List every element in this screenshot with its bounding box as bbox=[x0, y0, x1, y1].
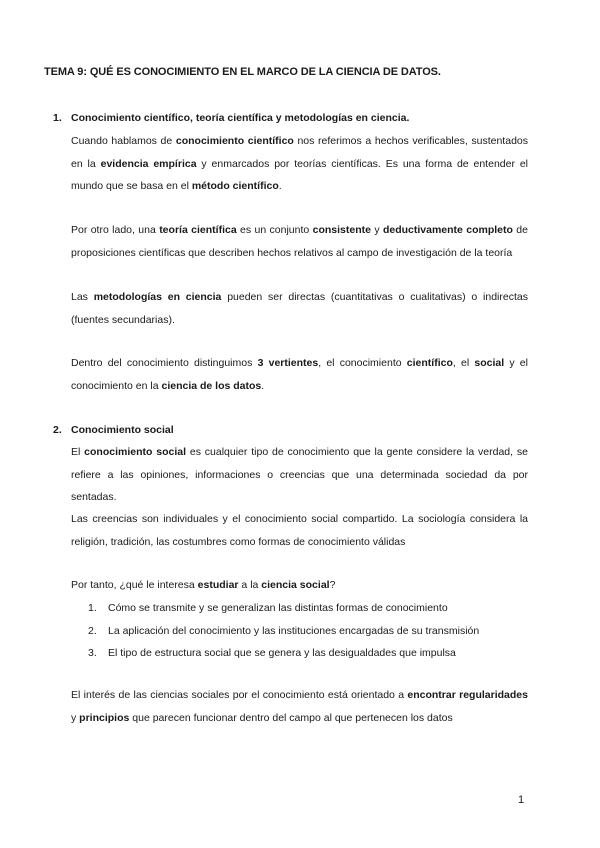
text: que parecen funcionar dentro del campo al que pertenecen los datos bbox=[129, 711, 453, 724]
list-item bbox=[88, 597, 479, 620]
list-item bbox=[88, 642, 479, 665]
section-2-paragraph-4 bbox=[71, 684, 528, 729]
section-2-heading bbox=[53, 424, 174, 436]
section-1-paragraph-4 bbox=[71, 352, 528, 397]
bold-text: consistente bbox=[312, 224, 371, 236]
text: y el conocimiento en la bbox=[71, 357, 528, 392]
bold-text: ciencia social bbox=[261, 579, 330, 591]
text: y bbox=[370, 224, 383, 236]
section-1-paragraph-1 bbox=[71, 130, 528, 198]
text: Por otro lado, una bbox=[71, 224, 160, 236]
bold-text: estudiar bbox=[197, 579, 239, 591]
list-item-number: 1. bbox=[88, 602, 97, 614]
text: Cuando hablamos de bbox=[71, 135, 176, 147]
text: y bbox=[71, 711, 80, 724]
section-2-paragraph-1 bbox=[71, 441, 528, 509]
bold-text: conocimiento científico bbox=[175, 135, 294, 147]
list-item bbox=[88, 620, 479, 643]
text: El bbox=[71, 446, 85, 458]
text: y enmarcados por teorías científicas. Es una forma de entender el mundo que se basa en el bbox=[71, 157, 529, 192]
list-item-text: Cómo se transmite y se generalizan las distintas formas de conocimiento bbox=[108, 602, 448, 614]
section-1-paragraph-3 bbox=[71, 286, 528, 331]
section-1-heading bbox=[53, 112, 409, 124]
section-2-paragraph-3 bbox=[71, 574, 528, 597]
section-2-number: 2. bbox=[53, 424, 62, 436]
text: Dentro del conocimiento distinguimos bbox=[71, 357, 258, 369]
section-1-number: 1. bbox=[53, 112, 62, 124]
list-item-text: El tipo de estructura social que se genera y las desigualdades que impulsa bbox=[108, 647, 456, 659]
text: es cualquier tipo de conocimiento que la gente considere la verdad, se refiere a las opiniones, informaciones o creencias que una determinada sociedad da por sentadas. bbox=[71, 446, 528, 503]
text: es un conjunto bbox=[236, 224, 313, 236]
document-title: TEMA 9: QUÉ ES CONOCIMIENTO EN EL MARCO DE LA CIENCIA DE DATOS. bbox=[44, 66, 441, 78]
bold-text: conocimiento social bbox=[84, 446, 187, 458]
list-item-text: La aplicación del conocimiento y las instituciones encargadas de su transmisión bbox=[108, 624, 480, 637]
bold-text: método científico bbox=[191, 180, 279, 192]
page-number: 1 bbox=[518, 794, 525, 806]
section-2-numbered-list bbox=[88, 597, 479, 665]
text: . bbox=[278, 180, 282, 192]
text: Las bbox=[71, 291, 94, 303]
text: . bbox=[261, 379, 265, 392]
list-item-number: 3. bbox=[88, 647, 97, 659]
bold-text: ciencia de los datos bbox=[161, 379, 262, 392]
section-1-paragraph-2 bbox=[71, 219, 528, 264]
bold-text: deductivamente completo bbox=[382, 224, 513, 236]
section-2-title: Conocimiento social bbox=[71, 424, 174, 436]
text: pueden ser directas (cuantitativas o cualitativas) o indirectas (fuentes secundarias). bbox=[71, 291, 528, 326]
text: Las creencias son individuales y el conocimiento social compartido. La sociología considera la religión, tradición, las costumbres como formas de conocimiento válidas bbox=[71, 513, 528, 548]
bold-text: social bbox=[474, 357, 505, 369]
bold-text: principios bbox=[79, 711, 130, 724]
list-item-number: 2. bbox=[88, 624, 97, 637]
text: a la bbox=[238, 579, 262, 591]
section-1-title: Conocimiento científico, teoría científica y metodologías en ciencia. bbox=[71, 112, 410, 124]
bold-text: metodologías en ciencia bbox=[93, 291, 222, 303]
section-2-paragraph-2 bbox=[71, 508, 528, 553]
text: , el bbox=[452, 357, 475, 369]
text: ? bbox=[329, 579, 336, 591]
bold-text: evidencia empírica bbox=[100, 157, 197, 170]
bold-text: encontrar regularidades bbox=[407, 689, 528, 701]
text: Por tanto, ¿qué le interesa bbox=[71, 579, 198, 591]
text: El interés de las ciencias sociales por el conocimiento está orientado a bbox=[71, 689, 408, 701]
bold-text: teoría científica bbox=[159, 224, 237, 236]
text: nos referimos a hechos verificables, sustentados en la bbox=[71, 135, 528, 170]
text: de proposiciones científicas que describen hechos relativos al campo de investigación de la teoría bbox=[71, 224, 528, 259]
text: , el conocimiento bbox=[318, 357, 407, 369]
bold-text: científico bbox=[406, 357, 453, 369]
bold-text: 3 vertientes bbox=[257, 357, 319, 369]
